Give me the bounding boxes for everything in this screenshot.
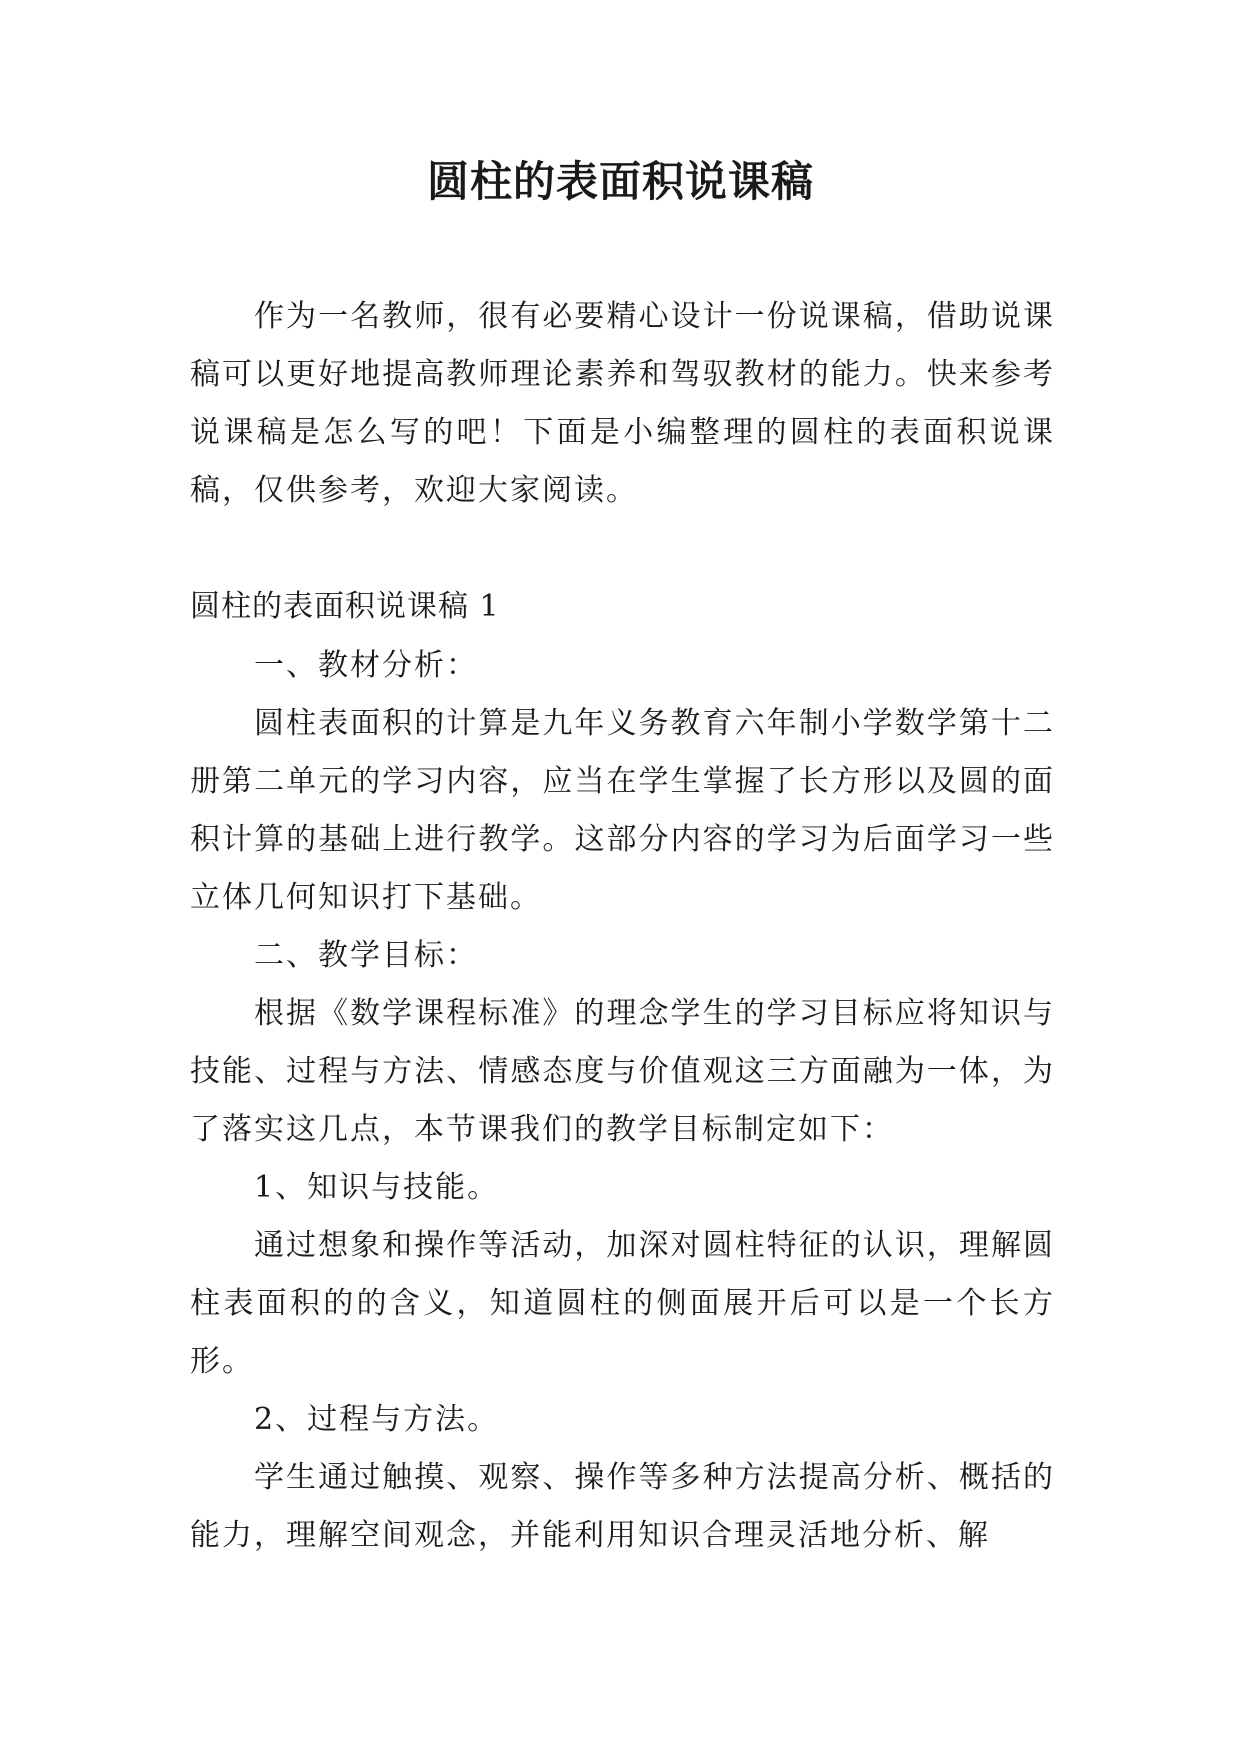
section-subtitle: 圆柱的表面积说课稿 1 bbox=[190, 589, 500, 624]
document-title: 圆柱的表面积说课稿 bbox=[426, 157, 814, 206]
process-paragraph: 学生通过触摸、观察、操作等多种方法提高分析、概括的能力，理解空间观念，并能利用知识合理灵活地分析、解 bbox=[190, 1460, 1055, 1553]
goals-paragraph: 根据《数学课程标准》的理念学生的学习目标应将知识与技能、过程与方法、情感态度与价值观这三方面融为一体，为了落实这几点，本节课我们的教学目标制定如下： bbox=[190, 996, 1055, 1147]
analysis-paragraph: 圆柱表面积的计算是九年义务教育六年制小学数学第十二册第二单元的学习内容，应当在学生掌握了长方形以及圆的面积计算的基础上进行教学。这部分内容的学习为后面学习一些立体几何知识打下基础。 bbox=[190, 706, 1055, 915]
section-heading-goals: 二、教学目标： bbox=[254, 938, 478, 973]
knowledge-paragraph: 通过想象和操作等活动，加深对圆柱特征的认识，理解圆柱表面积的的含义，知道圆柱的侧面展开后可以是一个长方形。 bbox=[190, 1228, 1055, 1379]
knowledge-heading: 1、知识与技能。 bbox=[254, 1170, 500, 1205]
process-heading: 2、过程与方法。 bbox=[254, 1402, 500, 1437]
section-heading-analysis: 一、教材分析： bbox=[254, 648, 478, 683]
intro-paragraph: 作为一名教师，很有必要精心设计一份说课稿，借助说课稿可以更好地提高教师理论素养和驾驭教材的能力。快来参考说课稿是怎么写的吧！下面是小编整理的圆柱的表面积说课稿，仅供参考，欢迎大家阅读。 bbox=[190, 299, 1055, 508]
